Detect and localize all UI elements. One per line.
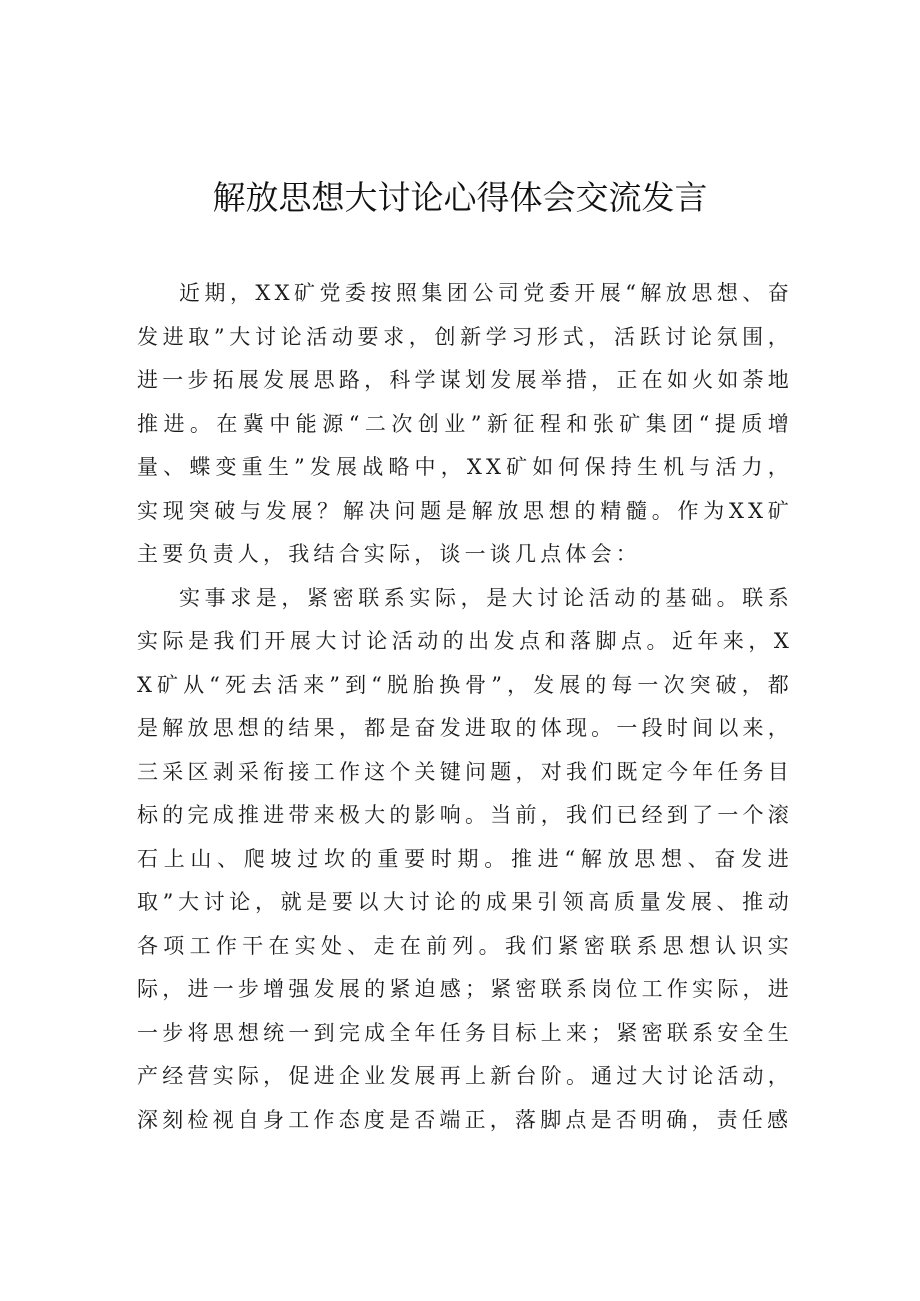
document-body: [137, 272, 793, 1142]
paragraph-1: 近期，XX矿党委按照集团公司党委开展“解放思想、奋发进取”大讨论活动要求，创新学习形式，活跃讨论氛围，进一步拓展发展思路，科学谋划发展举措，正在如火如荼地推进。在冀中能源“二次创业”新征程和张矿集团“提质增量、蝶变重生”发展战略中，XX矿如何保持生机与活力，实现突破与发展？解决问题是解放思想的精髓。作为XX矿主要负责人，我结合实际，谈一谈几点体会：: [137, 281, 793, 566]
paragraph-2: 实事求是，紧密联系实际，是大讨论活动的基础。联系实际是我们开展大讨论活动的出发点和落脚点。近年来，XX矿从“死去活来”到“脱胎换骨”，发展的每一次突破，都是解放思想的结果，都是奋发进取的体现。一段时间以来，三采区剥采衔接工作这个关键问题，对我们既定今年任务目标的完成推进带来极大的影响。当前，我们已经到了一个滚石上山、爬坡过坎的重要时期。推进“解放思想、奋发进取”大讨论，就是要以大讨论的成果引领高质量发展、推动各项工作干在实处、走在前列。我们紧密联系思想认识实际，进一步增强发展的紧迫感；紧密联系岗位工作实际，进一步将思想统一到完成全年任务目标上来；紧密联系安全生产经营实际，促进企业发展再上新台阶。通过大讨论活动，深刻检视自身工作态度是否端正，落脚点是否明确，责任感: [137, 585, 793, 1132]
document-title: 解放思想大讨论心得体会交流发言: [212, 178, 708, 217]
